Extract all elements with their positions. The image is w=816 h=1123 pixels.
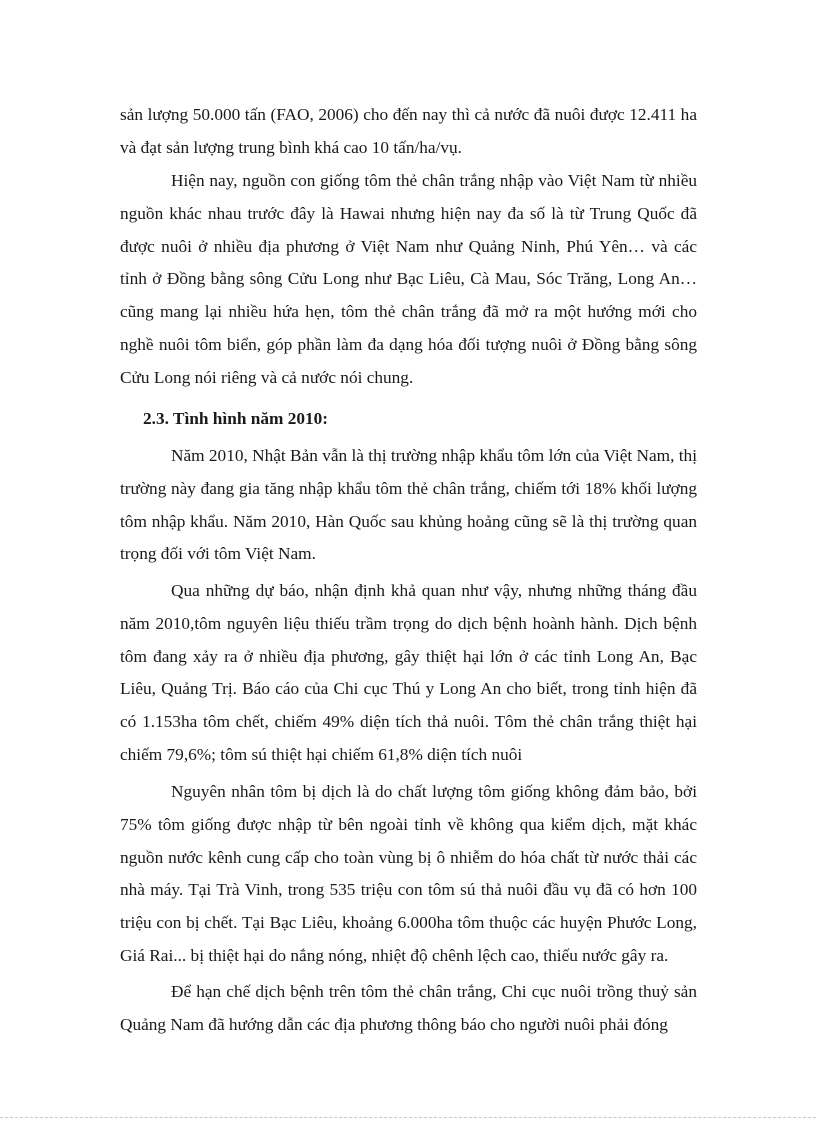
section-heading: 2.3. Tình hình năm 2010:: [143, 409, 329, 428]
page-bottom-divider: [0, 1117, 816, 1118]
paragraph-japan-market: Năm 2010, Nhật Bản vẫn là thị trường nhập khẩu tôm lớn của Việt Nam, thị trường này đang gia tăng nhập khẩu tôm thẻ chân trắng, chiếm tới 18% khối lượng tôm nhập khẩu. Năm 2010, Hàn Quốc sau khủng hoảng cũng sẽ là thị trường quan trọng đối với tôm Việt Nam.: [120, 446, 697, 564]
paragraph-production-summary: sản lượng 50.000 tấn (FAO, 2006) cho đến nay thì cả nước đã nuôi được 12.411 ha và đạt sản lượng trung bình khá cao 10 tấn/ha/vụ.: [120, 105, 697, 157]
paragraph-disease-outbreak: Qua những dự báo, nhận định khả quan như vậy, nhưng những tháng đầu năm 2010,tôm nguyên liệu thiếu trầm trọng do dịch bệnh hoành hành. Dịch bệnh tôm đang xảy ra ở nhiều địa phương, gây thiệt hại lớn ở các tỉnh Long An, Bạc Liêu, Quảng Trị. Báo cáo của Chi cục Thú y Long An cho biết, trong tỉnh hiện đã có 1.153ha tôm chết, chiếm 49% diện tích thả nuôi. Tôm thẻ chân trắng thiệt hại chiếm 79,6%; tôm sú thiệt hại chiếm 61,8% diện tích nuôi: [120, 581, 697, 764]
paragraph-prevention: Để hạn chế dịch bệnh trên tôm thẻ chân trắng, Chi cục nuôi trồng thuỷ sản Quảng Nam đã hướng dẫn các địa phương thông báo cho người nuôi phải đóng: [120, 982, 697, 1034]
paragraph-seed-sources: Hiện nay, nguồn con giống tôm thẻ chân trắng nhập vào Việt Nam từ nhiều nguồn khác nhau trước đây là Hawai nhưng hiện nay đa số là từ Trung Quốc đã được nuôi ở nhiều địa phương ở Việt Nam như Quảng Ninh, Phú Yên… và các tỉnh ở Đồng bằng sông Cửu Long như Bạc Liêu, Cà Mau, Sóc Trăng, Long An… cũng mang lại nhiều hứa hẹn, tôm thẻ chân trắng đã mở ra một hướng mới cho nghề nuôi tôm biển, góp phần làm đa dạng hóa đối tượng nuôi ở Đồng bằng sông Cửu Long nói riêng và cả nước nói chung.: [120, 171, 697, 387]
paragraph-disease-causes: Nguyên nhân tôm bị dịch là do chất lượng tôm giống không đảm bảo, bởi 75% tôm giống được nhập từ bên ngoài tỉnh về không qua kiểm dịch, mặt khác nguồn nước kênh cung cấp cho toàn vùng bị ô nhiễm do hóa chất từ nước thải các nhà máy. Tại Trà Vinh, trong 535 triệu con tôm sú thả nuôi đầu vụ đã có hơn 100 triệu con bị chết. Tại Bạc Liêu, khoảng 6.000ha tôm thuộc các huyện Phước Long, Giá Rai... bị thiệt hại do nắng nóng, nhiệt độ chênh lệch cao, thiếu nước gây ra.: [120, 782, 697, 965]
